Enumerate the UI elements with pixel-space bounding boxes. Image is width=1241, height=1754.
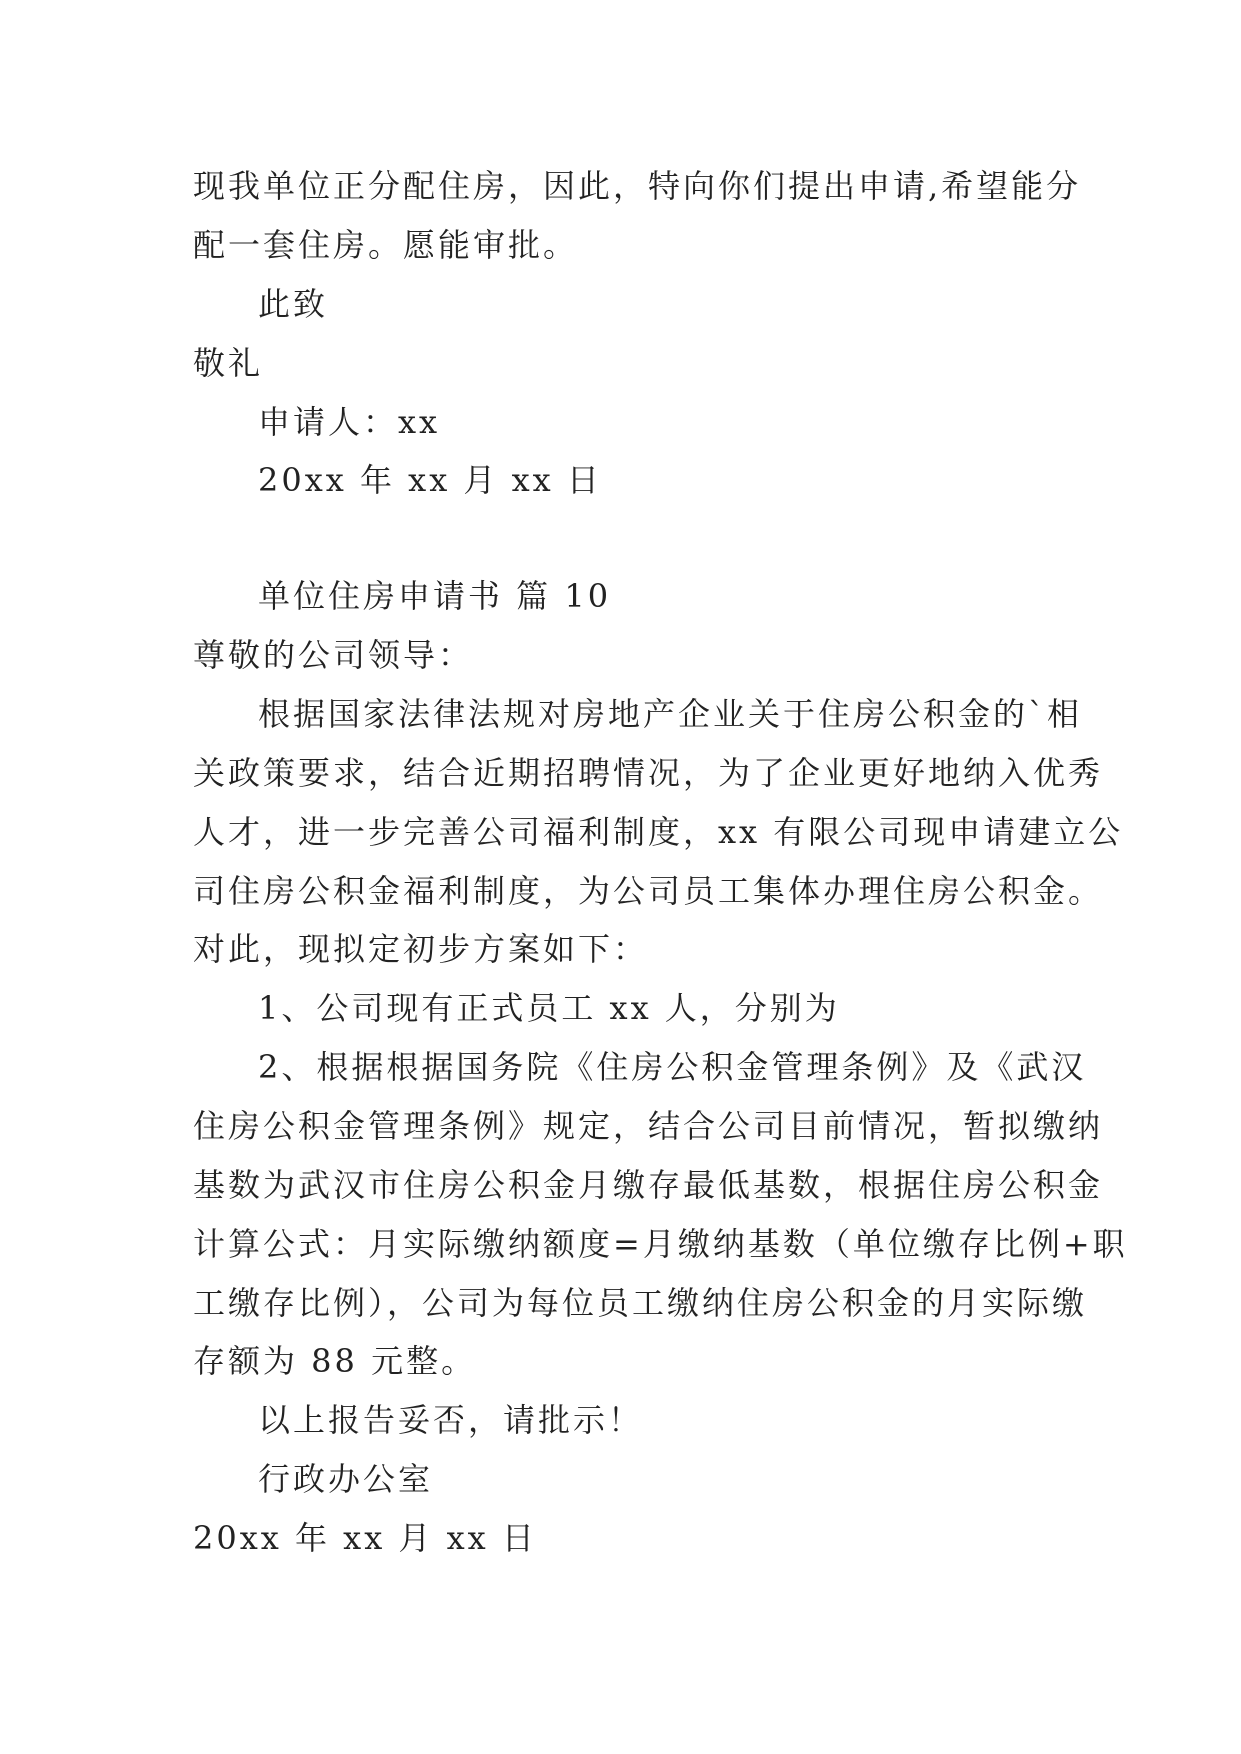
salutation-line-2: 敬礼: [193, 344, 264, 382]
section-title: 单位住房申请书 篇 10: [258, 577, 612, 615]
body-text-line: 现我单位正分配住房，因此，特向你们提出申请,希望能分: [193, 167, 1082, 205]
salutation-line-1: 此致: [258, 285, 329, 323]
closing-line: 以上报告妥否，请批示！: [258, 1401, 644, 1439]
paragraph-line: 根据国家法律法规对房地产企业关于住房公积金的`相: [258, 695, 1083, 733]
applicant-line: 申请人：xx: [258, 403, 441, 441]
paragraph-line: 司住房公积金福利制度，为公司员工集体办理住房公积金。: [193, 872, 1104, 910]
list-item-2-line: 工缴存比例），公司为每位员工缴纳住房公积金的月实际缴: [193, 1284, 1088, 1322]
list-item-2-line: 2、根据根据国务院《住房公积金管理条例》及《武汉: [258, 1048, 1087, 1086]
date-line: 20xx 年 xx 月 xx 日: [258, 461, 602, 499]
list-item-2-line: 基数为武汉市住房公积金月缴存最低基数，根据住房公积金: [193, 1166, 1104, 1204]
list-item-1: 1、公司现有正式员工 xx 人，分别为: [258, 989, 840, 1027]
list-item-2-line: 存额为 88 元整。: [193, 1342, 477, 1380]
paragraph-line: 对此，现拟定初步方案如下：: [193, 930, 649, 968]
date-line: 20xx 年 xx 月 xx 日: [193, 1519, 537, 1557]
paragraph-line: 关政策要求，结合近期招聘情况，为了企业更好地纳入优秀: [193, 754, 1104, 792]
signature-line: 行政办公室: [258, 1460, 434, 1498]
greeting: 尊敬的公司领导：: [193, 636, 474, 674]
list-item-2-line: 住房公积金管理条例》规定，结合公司目前情况，暂拟缴纳: [193, 1107, 1104, 1145]
paragraph-line: 人才，进一步完善公司福利制度，xx 有限公司现申请建立公: [193, 813, 1124, 851]
body-text-line: 配一套住房。愿能审批。: [193, 226, 579, 264]
list-item-2-line: 计算公式：月实际缴纳额度=月缴纳基数（单位缴存比例+职: [193, 1225, 1128, 1263]
